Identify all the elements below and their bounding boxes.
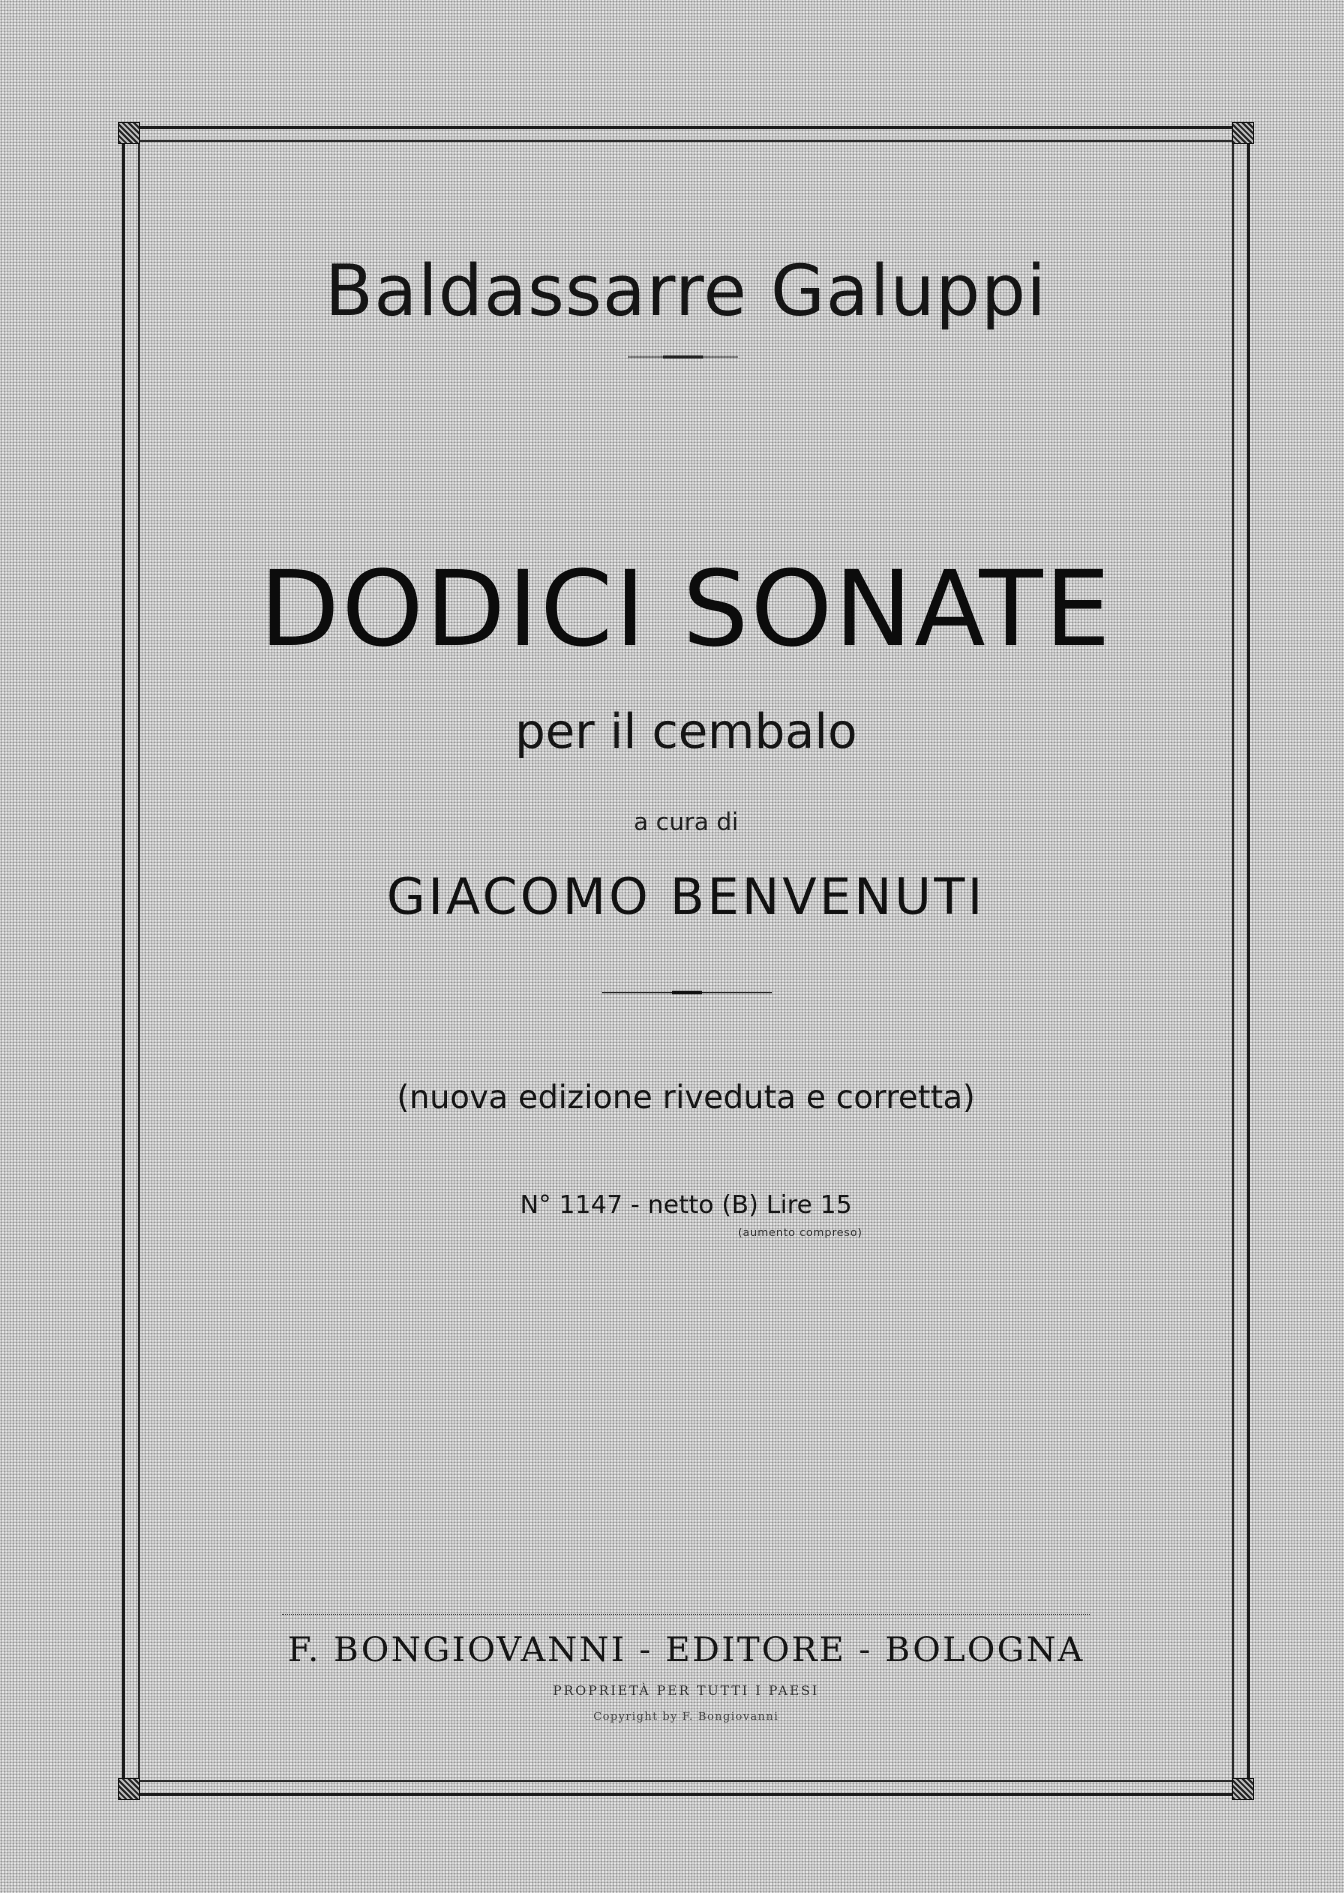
divider-ornament-small — [628, 355, 738, 359]
corner-ornament-top-right — [1232, 122, 1254, 144]
corner-ornament-bottom-right — [1232, 1778, 1254, 1800]
corner-ornament-bottom-left — [118, 1778, 140, 1800]
copyright-notice: Copyright by F. Bongiovanni — [593, 1710, 779, 1723]
work-subtitle: per il cembalo — [514, 704, 858, 760]
editor-name: GIACOMO BENVENUTI — [386, 868, 986, 926]
catalog-note: (aumento compreso) — [738, 1226, 863, 1239]
catalog-price: N° 1147 - netto (B) Lire 15 — [519, 1190, 853, 1219]
rights-notice: PROPRIETÀ PER TUTTI I PAESI — [552, 1684, 820, 1699]
inner-border-frame — [138, 140, 1234, 1782]
composer-name: Baldassarre Galuppi — [325, 250, 1047, 332]
publisher-rule — [282, 1614, 1090, 1615]
work-title: DODICI SONATE — [259, 548, 1113, 670]
publisher-name: F. BONGIOVANNI - EDITORE - BOLOGNA — [287, 1630, 1085, 1670]
edition-note: (nuova edizione riveduta e corretta) — [396, 1078, 976, 1116]
corner-ornament-top-left — [118, 122, 140, 144]
editor-label: a cura di — [633, 808, 739, 836]
divider-ornament-large — [602, 990, 772, 995]
